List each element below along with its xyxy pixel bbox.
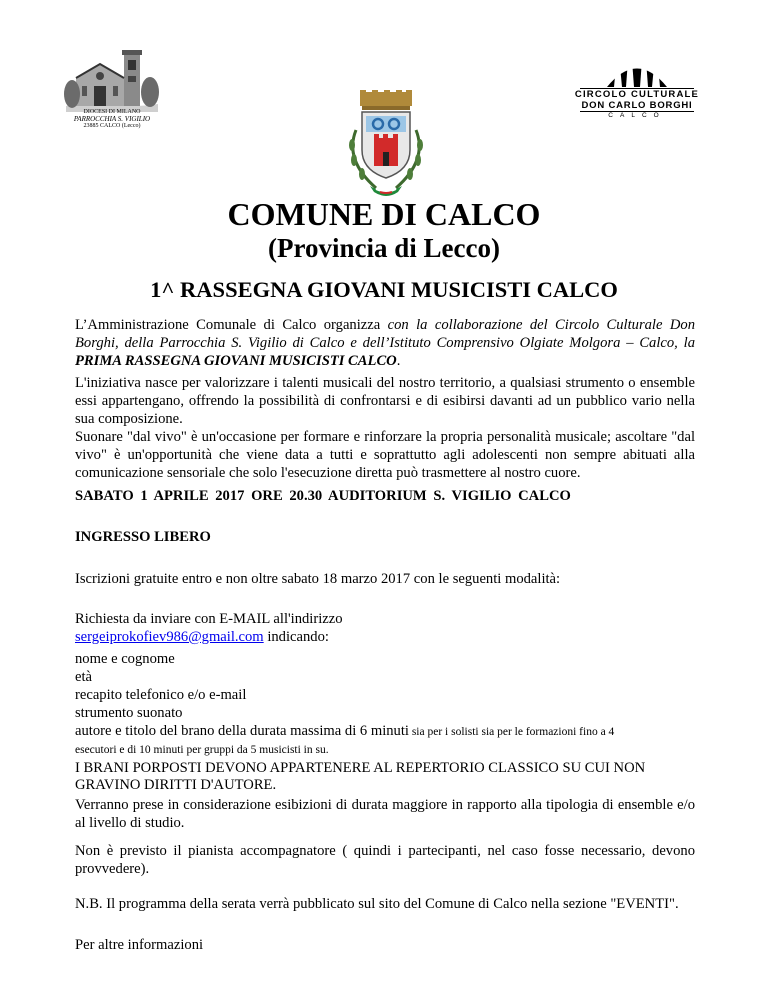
intro-part1: L’Amministrazione Comunale di Calco organizza: [75, 317, 388, 333]
registration-info: Iscrizioni gratuite entro e non oltre sabato 18 marzo 2017 con le seguenti modalità:: [75, 571, 561, 587]
repertoire-note: I BRANI PORPOSTI DEVONO APPARTENERE AL REPERTORIO CLASSICO SU CUI NON GRAVINO DIRITTI D'AUTORE.: [75, 760, 646, 793]
page-subtitle-provincia: (Provincia di Lecco): [268, 233, 500, 263]
brano-requirement: autore e titolo del brano della durata massima di 6 minuti: [75, 723, 409, 739]
request-paragraph: [75, 610, 695, 646]
initiative-text-2: Suonare "dal vivo" è un'occasione per formare e rinforzare la propria personalità musicale; ascoltare "dal vivo" è un'opportunità che viene data a tutti e soprattutto agli adolescenti non sempre abituati alla comunicazione sensoriale che solo l'esecuzione diretta può trasmettere al nostro cuore.: [75, 429, 695, 481]
event-date-line: SABATO 1 APRILE 2017 ORE 20.30 AUDITORIUM S. VIGILIO CALCO: [75, 488, 571, 504]
list-item: nome e cognome: [75, 651, 175, 667]
list-item: strumento suonato: [75, 705, 183, 721]
parish-logo-line2: PARROCCHIA S. VIGILIO: [73, 115, 151, 123]
circolo-logo: [574, 56, 700, 126]
initiative-text-1: L'iniziativa nasce per valorizzare i talenti musicali del nostro territorio, a qualsiasi strumento o ensemble essi appartengano, offrendo la possibilità di confrontarsi e di esibirsi davanti ad un pubblico vario nella sua composizione.: [75, 375, 695, 427]
parish-logo-line3: 23885 CALCO (Lecco): [83, 123, 141, 129]
requirements-list: [75, 650, 695, 759]
page-title-comune: COMUNE DI CALCO: [227, 196, 541, 232]
event-title: 1^ RASSEGNA GIOVANI MUSICISTI CALCO: [150, 277, 618, 302]
circolo-logo-line1: CIRCOLO CULTURALE: [574, 89, 700, 100]
circolo-logo-line2: DON CARLO BORGHI: [581, 100, 693, 111]
program-note: N.B. Il programma della serata verrà pubblicato sul sito del Comune di Calco nella sezione "EVENTI".: [75, 896, 679, 912]
brano-requirement-small-2: esecutori e di 10 minuti per gruppi da 5 musicisti in su.: [75, 744, 329, 756]
circolo-logo-line3: CALCO: [608, 112, 666, 119]
intro-part4: .: [396, 353, 401, 369]
parish-logo-line1: DIOCESI DI MILANO: [83, 109, 141, 115]
parish-logo-text: [60, 109, 164, 130]
list-item: età: [75, 669, 93, 685]
brano-requirement-small-1: sia per i solisti sia per le formazioni fino a 4: [408, 726, 615, 738]
duration-note: Verranno prese in considerazione esibizioni di durata maggiore in rapporto alla tipologia di ensemble e/o al livello di studio.: [75, 797, 695, 831]
list-item: recapito telefonico e/o e-mail: [75, 687, 247, 703]
intro-part2: con la collaborazione del Circolo Culturale Don Borghi, della Parrocchia S. Vigilio di Calco e dell’Istituto Comprensivo Olgiate Molgora – Calco, la: [75, 317, 696, 351]
free-entry-label: INGRESSO LIBERO: [75, 529, 211, 545]
request-after-email: indicando:: [263, 629, 329, 645]
intro-paragraph: [75, 316, 695, 370]
municipal-crest-icon: [336, 90, 436, 200]
more-info-label: Per altre informazioni: [75, 937, 204, 953]
intro-part3: PRIMA RASSEGNA GIOVANI MUSICISTI CALCO: [75, 353, 397, 369]
organ-pipes-icon: [574, 56, 700, 88]
initiative-paragraph: [75, 374, 695, 482]
email-link[interactable]: sergeiprokofiev986@gmail.com: [75, 629, 264, 645]
request-line: Richiesta da inviare con E-MAIL all'indirizzo: [75, 611, 343, 627]
pianist-note: Non è previsto il pianista accompagnatore ( quindi i partecipanti, nel caso fosse necessario, devono provvedere).: [75, 843, 695, 877]
church-illustration-icon: [62, 42, 162, 152]
